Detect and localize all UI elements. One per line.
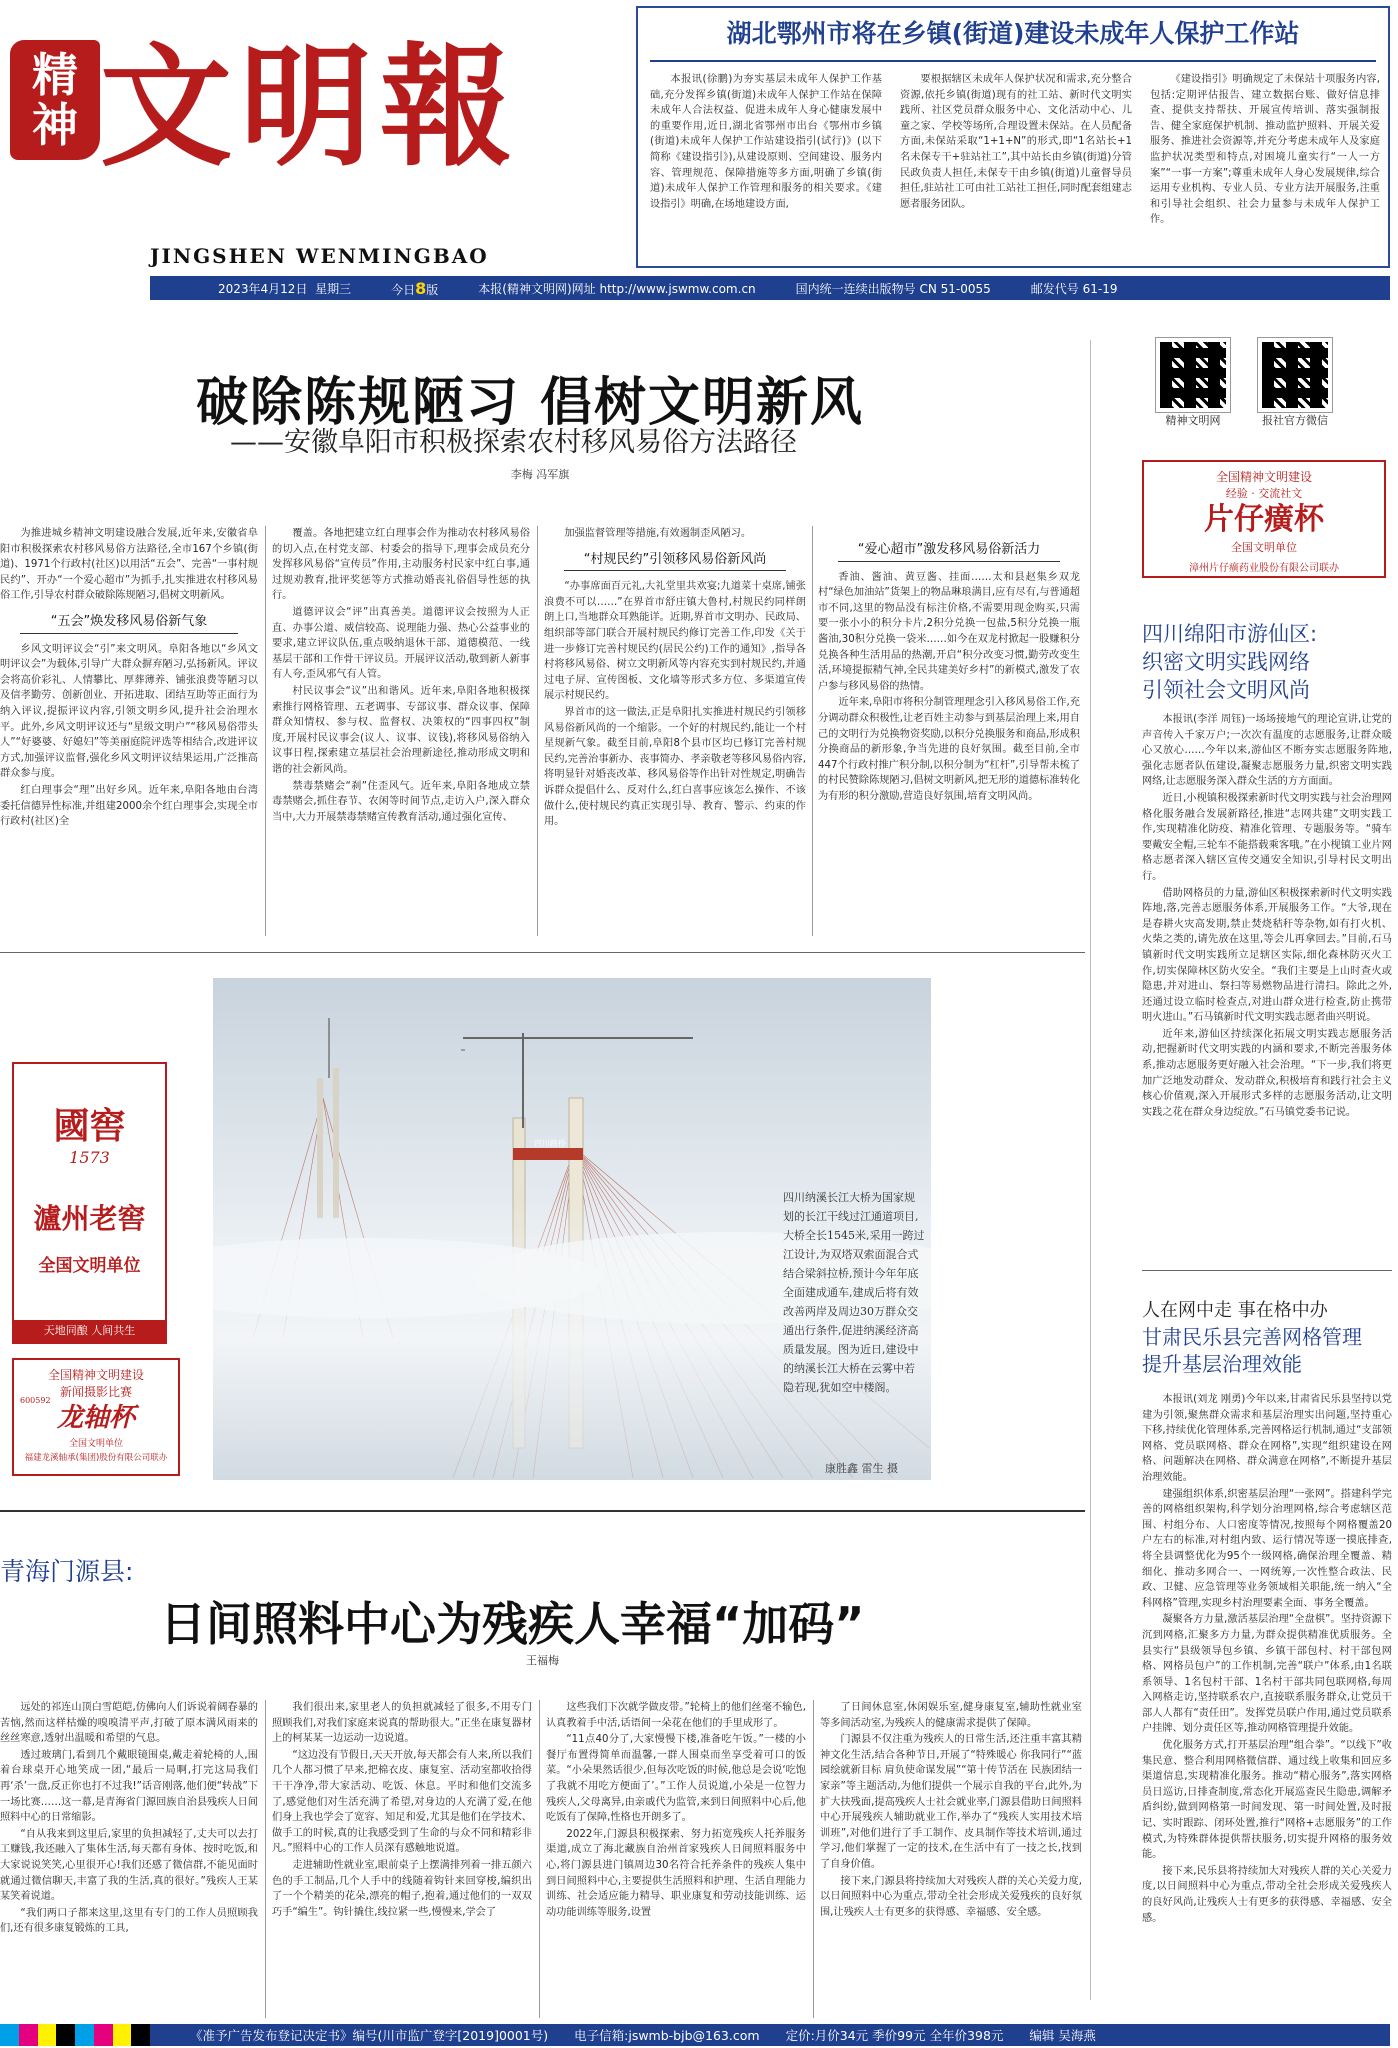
top-article-col-3: 《建设指引》明确规定了未保站十项服务内容,包括:定期评估报告、建立数据台账、做好信息排查、提供支持帮扶、开展宣传培训、落实强制报告、健全家庭保护机制、推动监护照料、开展关爱服务、推进社会资源等,并充分考虑未成年人及家庭监护状况类型和特点,对困境儿童实行“一人一方案”“一事一方案”;尊重未成年人身心发展规律,综合运用专业机构、专业人员、专业方法开展服务,注重和引导社会组织、社会力量参与未成年人保护工作。 xyxy=(1150,74,1380,226)
divider xyxy=(539,1700,540,2018)
logo-char-1: 精 xyxy=(32,48,78,102)
photo-credit: 康胜鑫 雷生 摄 xyxy=(825,1462,898,1475)
qinghai-col-2: 我们很出来,家里老人的负担就减轻了很多,不用专门照顾我们,对我们家庭来说真的帮助很大。”正坐在康复器材上的柯某某一边运动一边说道。 “这边没有节假日,天天开放,每天都会有人来,所以我们几个人都习惯了早来,把棉衣皮、康复室、活动室都收拾得干干净净,带大家活动、吃饭、休息。平时和他们交流多了,感觉他们对生活充满了希望,对身边的人充满了爱,在他们身上我也学会了宽容、知足和爱,尤其是他们在学技术、做手工的时候,真的让我感受到了生命的与众不同和精彩非凡。”照料中心的工作人员深有感触地说道。 走进辅助性就业室,眼前桌子上摆满排列着一排五颜六色的手工制品,几个人手中的线随着钩针来回穿梭,编织出了一个个精美的花朵,漂亮的帽子,抱着,通过他们的一双双巧手“编生”。钩针撬住,线拉紧一些,慢慢来,学会了 xyxy=(272,1702,532,1918)
top-article-title: 湖北鄂州市将在乡镇(街道)建设未成年人保护工作站 xyxy=(726,19,1300,48)
qinghai-kicker: 青海门源县: xyxy=(0,1557,134,1586)
masthead-title: 文明報 xyxy=(100,30,520,185)
divider xyxy=(265,526,266,936)
qinghai-col-3: 这些我们下次就学做皮带。”轮椅上的他们丝毫不输色,认真教着手中活,话语间一朵花在他们的手里成形了。 “11点40分了,大家慢慢下楼,准备吃午饭。”一楼的小餐厅布置得简单而温馨,一群人围桌而坐享受着可口的饭菜。“小朵果然话很少,但每次吃饭的时候,他总是会说‘吃饱了我就不用吃方便面了’。”工作人员说道,小朵是一位智力残疾人,父母离异,由亲戚代为监管,来到日间照料中心后,他吃饭有了保障,性格也开朗多了。 2022年,门源县积极探索、努力拓宽残疾人托养服务渠道,成立了海北藏族自治州首家残疾人日间照料服务中心,将门源县进门镇周边30名符合托养条件的残疾人集中到日间照料中心,主要提供生活照料和护理、生活自理能力训练、社会适应能力精导、职业康复和劳动技能训练、运动功能训练等服务,设置 xyxy=(546,1702,806,1918)
divider xyxy=(812,526,813,936)
ad-brand: 國窖 xyxy=(53,1105,126,1147)
masthead-pinyin: JINGSHEN WENMINGBAO xyxy=(150,244,489,268)
footer-price: 定价:月价34元 季价99元 全年价398元 xyxy=(785,2028,1004,2043)
top-article-col-1: 本报讯(徐鹏)为夯实基层未成年人保护工作基础,充分发挥乡镇(街道)未成年人保护工作站在保障未成年人合法权益、促进未成年人身心健康发展中的重要作用,近日,湖北省鄂州市出台《鄂州市乡镇(街道)未成年人保护工作站建设指引(试行)》(以下简称《建设指引》),从建设原则、空间建设、服务内容、管理规范、保障措施等多方面,明确了乡镇(街道)未成年人保护工作管理和服务的相关要求。《建设指引》明确,在场地建设方面, xyxy=(650,74,882,210)
lead-col-4: “爱心超市”激发移风易俗新活力 香油、酱油、黄豆酱、挂面……太和县赵集乡双龙村“绿色加油站”货架上的物品琳琅满目,应有尽有,与普通超市不同,这里的物品没有标注价格,不需要用现金购买,只需要一张小小的积分卡片,2积分兑换一包盐,5积分兑换一瓶酱油,30积分兑换一袋米……如今在双龙村掀起一股赚积分兑换各种生活用品的热潮,开启“积分改变习惯,勤劳改变生活,环境提振精气神,全民共建美好乡村”的新模式,激发了农户参与移风易俗的热情。 近年来,阜阳市将积分制管理理念引入移风易俗工作,充分调动群众积极性,让老百姓主动参与到基层治理上来,用自己的文明行为兑换物资奖励,以积分兑换服务和商品,形成积分换商品的新形象,争当先进的良好氛围。截至目前,全市447个行政村推广积分制,以积分制为“杠杆”,引导帮未梳了的村民赞除陈规陋习,倡树文明新风,把无形的道德标准转化为有形的积分激励,营造良好氛围,培育文明风尚。 xyxy=(818,542,1080,802)
qinghai-headline: 日间照料中心为残疾人幸福“加码” xyxy=(160,1597,865,1651)
lead-headline: 破除陈规陋习 倡树文明新风 xyxy=(195,373,865,433)
section-subhead: “村规民约”引领移风易俗新风尚 xyxy=(564,552,786,572)
ad-brand: 龙轴杯 xyxy=(56,1403,135,1433)
qinghai-col-1: 远处的祁连山顶白雪皑皑,仿佛向人们诉说着阔春暴的苦恼,然而这样枯燥的嗅嗅清平声,打破了原本满风雨来的丝丝寒意,透射出温暖和希望的气息。 透过玻璃门,看到几个戴眼镜围桌,戴走着轮椅的人,围着台球桌开心地笑成一团,“最后一局啊,打完这局我们再‘杀’一盘,反正你也打不过我!”话音刚落,他们便“转战”下一场比赛……这一幕,是青海省门源回族自治县残疾人日间照料中心的日常缩影。 “自从我来到这里后,家里的负担减轻了,丈夫可以去打工赚钱,我还融入了集体生活,每天都有身体、按时吃饭,和大家说说笑笑,心里很开心!我们还感了微信群,不能见面时就通过微信聊天,丰富了我的生活,真的很好。”残疾人王某某笑着说道。 “我们两口子都来这里,这里有专门的工作人员照顾我们,还有很多康复锻炼的工具, xyxy=(0,1702,258,1935)
qr-code-icon[interactable] xyxy=(1156,338,1230,412)
divider xyxy=(813,1700,814,2018)
issue-date: 2023年4月12日 星期三 xyxy=(218,281,352,296)
top-article-col-2: 要根据辖区未成年人保护状况和需求,充分整合资源,依托乡镇(街道)现有的社工站、新时代文明实践所、社区党员群众服务中心、文化活动中心、儿童之家、学校等场所,合理设置未保站。在人员配备方面,未保站采取“1+1+N”的形式,即“1名站长+1名未保专干+驻站社工”,其中站长由乡镇(街道)分管民政负责人担任,未保专干由乡镇(街道)儿童督导员担任,驻站社工可由社工站社工担任,同时配套组建志愿者服务团队。 xyxy=(900,74,1132,210)
divider xyxy=(650,60,1376,62)
footer-ad-notice: 《准予广告发布登记决定书》编号(川市监广登字[2019]0001号) xyxy=(190,2028,549,2043)
footer-email[interactable]: 电子信箱:jswmb-bjb@163.com xyxy=(574,2028,760,2043)
logo-char-2: 神 xyxy=(32,98,78,152)
qr-label: 精神文明网 xyxy=(1165,414,1221,427)
gansu-title: 甘肃民乐县完善网格管理 提升基层治理效能 xyxy=(1142,1325,1362,1376)
qinghai-col-4: 了日间休息室,休闲娱乐室,健身康复室,辅助性就业室等多间活动室,为残疾人的健康需求提供了保障。 门源县不仅注重为残疾人的日常生活,还注重丰富其精神文化生活,结合各种节日,开展了“特殊暖心 你我同行”“蓝园绘就新目标 肩负使命谋发展”“第十传节活在 民族团结一家亲”等主题活动,为他们提供一个展示自我的平台,此外,为扩大扶残面,提高残疾人士社会就业率,门源县借助日间照料中心开展残疾人辅助就业工作,举办了“残疾人实用技术培训班”,对他们进行了手工制作、皮具制作等技术培训,通过学习,他们掌握了一定的技术,在生活中有了一技之长,找到了自身价值。 接下来,门源县将持续加大对残疾人群的关心关爱力度,以日间照料中心为重点,带动全社会形成关爱残疾的良好氛围,让残疾人士有更多的获得感、幸福感、安全感。 xyxy=(820,1702,1082,1918)
top-article-box xyxy=(636,6,1390,268)
ad-unit: 全国文明单位 xyxy=(1231,541,1297,554)
qr-block-1 xyxy=(1156,338,1230,428)
qr-label: 报社官方微信 xyxy=(1262,414,1328,427)
lead-col-3: 加强监督管理等措施,有效遏制歪风陋习。 “村规民约”引领移风易俗新风尚 “办事席面百元礼,大礼堂里共欢宴;九道菜十桌席,铺张浪费不可以……”在界首市舒庄镇大鲁村,村规民约同样朗朗上口,当地群众耳熟能详。近期,界首市文明办、民政局、组织部等部门联合开展村规民约修订完善工作,印发《关于进一步修订完善村规民约(居民公约)工作的通知》,指导各村将移风易俗、树立文明新风等内容充实到村规民约,并通过电子屏、宣传图板、文化墙等形式多方位、多渠道宣传展示村规民约。 界首市的这一做法,正是阜阳扎实推进村规民约引领移风易俗新风尚的一个缩影。一个好的村规民约,能让一个村星规新气象。截至目前,阜阳8个县市区均已修订完善村规民约,完善治事新办、丧事简办、孝亲敬老等移风易俗内容,将明显针对婚丧改革、移风易俗等作出针对性规定,明确告诉群众提倡什么、反对什么,红白喜事应该怎么操作、不该做什么,使村规民约真正实现引导、教育、警示、约束的作用。 xyxy=(544,528,806,828)
dateline-bar xyxy=(150,276,1390,300)
ad-longzhoubei[interactable] xyxy=(12,1358,180,1476)
divider xyxy=(265,1700,266,2018)
postal-code: 邮发代号 61-19 xyxy=(1030,281,1118,296)
qr-code-icon[interactable] xyxy=(1258,338,1332,412)
ad-brand: 片仔癀杯 xyxy=(1204,502,1324,537)
ad-code: 600592 xyxy=(20,1396,51,1405)
ad-line: 全国精神文明建设 xyxy=(1215,470,1312,484)
footer-bar xyxy=(150,2024,1390,2046)
lead-subtitle: ——安徽阜阳市积极探索农村移风易俗方法路径 xyxy=(230,427,797,458)
qinghai-byline: 王福梅 xyxy=(526,1654,559,1667)
ad-line: 经验 · 交流社文 xyxy=(1225,487,1303,500)
divider xyxy=(537,526,538,936)
ad-slogan: 天地同酿 人间共生 xyxy=(14,1320,165,1342)
lead-col-2: 覆盖。各地把建立红白理事会作为推动农村移风易俗的切入点,在村党支部、村委会的指导下,理事会成员充分发挥移风易俗“宣传员”作用,主动服务村民家中红白事,通过规劝教育,批评奖惩等方式推动婚丧礼俗倡导性惩的执行。 道德评议会“评”出真善美。道德评议会按照为人正直、办事公道、威信较高、说理能力强、热心公益事业的要求,建立评议队伍,重点吸纳退休干部、道德模范、一线基层干部和工作骨干评议员。开展评议活动,敬到新人新事有人夸,歪风邪气有人管。 村民议事会“议”出和谐风。近年来,阜阳各地积极探索推行网格管理、五老调事、专部议事、群众议事、保障群众知情权、参与权、监督权、决策权的“四事四权”制度,开展村民议事会(议人、议事、议钱),将移风易俗纳入议事日程,探索建立基层社会治理新途径,推动形成文明和谐的社会新风尚。 禁毒禁赌会“刹”住歪风气。近年来,阜阳各地成立禁毒禁赌会,抓住春节、农闲等时间节点,走访入户,深入群众当中,大力开展禁毒禁赌宣传教育活动,通过强化宣传、 xyxy=(272,528,530,823)
gansu-kicker: 人在网中走 事在格中办 xyxy=(1142,1300,1328,1321)
edition-count: 今日8版 xyxy=(391,278,439,298)
ad-company: 福建龙溪轴承(集团)股份有限公司联办 xyxy=(24,1453,168,1463)
mianyang-title: 四川绵阳市游仙区: 织密文明实践网络 引领社会文明风尚 xyxy=(1142,622,1318,702)
ad-name: 瀘州老窖 xyxy=(33,1202,146,1235)
gansu-body: 本报讯(刘龙 刚勇)今年以来,甘肃省民乐县坚持以党建为引领,聚焦群众需求和基层治理实出问题,坚持重心下移,持续优化管理体系,完善网格运行机制,通过“支部领网格、党员联网格、群众在网格”,实现“组织建设在网格、问题解决在网格、群众满意在网格”,不断提升基层治理效能。 建强组织体系,织密基层治理“一张网”。搭建科学完善的网格组织架构,科学划分治理网格,综合考虑辖区范围、村组分布、人口密度等情况,按照每个网格覆盖20户左右的标准,对村组内致、运行情况等逐一摸底排查,将全县调整优化为95个一级网格,确保治理全覆盖、精细化、推动多网合一、一网统筹,一次性整合政法、民政、卫健、应急管理等业务领域相关职能,统一纳入“全科网格”管理,实现乡村治理要素全面、事务全覆盖。 凝聚各方力量,激活基层治理“全盘棋”。坚持资源下沉到网格,汇聚多方力量,为群众提供精准优质服务。全县实行“县级领导包乡镇、乡镇干部包村、村干部包网格、网格员包户”的工作机制,完善“联户”体系,由1名联系领导、1名包村干部、1名村干部共同包联网格,每周入网格走访,坚持联系农户,直接联系服务群众,让党员干部人人都有“责任田”。发挥党员联户作用,通过党员联系户挂牌、划分责任区等,推动网格管理提升效能。 优化服务方式,打开基层治理“组合拳”。“以线下”收集民意、整合利用网格微信群、通过线上收集和回应多渠道信息,实现精准化服务。推动“精心服务”,落实网格员日巡访,日排查制度,常态化开展巡查民生隐患,调解矛盾纠纷,做到网格第一时间发现、第一时间处置,及时报记、实时跟踪、闭环处置,推行“网格+志愿服务”的工作模式,为特殊群体提供帮扶服务,切实提升网格的服务效能。 接下来,民乐县将持续加大对残疾人群的关心关爱力度,以日间照料中心为重点,带动全社会形成关爱残疾人的良好风尚,让残疾人士有更多的获得感、幸福感、安全感。 xyxy=(1142,1394,1392,1924)
divider xyxy=(0,1510,1085,1512)
website[interactable]: 本报(精神文明网)网址 http://www.jswmw.com.cn xyxy=(478,281,756,296)
bridge-photo xyxy=(213,978,931,1480)
divider xyxy=(1090,340,1091,2000)
section-subhead: “爱心超市”激发移风易俗新活力 xyxy=(838,542,1060,562)
issn: 国内统一连续出版物号 CN 51-0055 xyxy=(795,281,991,296)
masthead-logo xyxy=(10,40,100,160)
bridge-sign: 四川路桥 xyxy=(534,1139,566,1148)
ad-unit: 全国文明单位 xyxy=(68,1439,123,1449)
ad-year: 1573 xyxy=(69,1148,110,1167)
ad-line: 全国精神文明建设 xyxy=(47,1368,144,1382)
mianyang-body: 本报讯(李洋 周钰)一场场接地气的理论宣讲,让党的声音传入千家万户;一次次有温度的志愿服务,让群众暖心又放心……今年以来,游仙区不断夯实志愿服务阵地,强化志愿者队伍建设,凝聚志愿服务力量,织密文明实践网络,让志愿服务深入群众生活的方方面面。 近日,小枧镇积极探索新时代文明实践与社会治理网格化服务融合发展新路径,推进“志网共建”文明实践工作,实现精准化防疫、精准化管理、专题服务等。“骑车要戴安全帽,三轮车不能搭载乘客哦。”在小枧镇工业片网格志愿者深入辖区宣传交通安全知识,引导村民文明出行。 借助网格员的力量,游仙区积极探索新时代文明实践阵地,落,完善志愿服务体系,开展服务工作。“大爷,现在是春耕火灾高发期,禁止焚烧秸秆等杂物,如有打火机、火柴之类的,请先放在这里,等会儿再拿回去。”目前,石马镇新时代文明实践所立足辖区实际,细化森林防灭火工作,切实保障林区防火安全。“我们主要是上山时查火或隐患,并对进山、祭扫等易燃物品进行清扫。除此之外,还通过设立临时检查点,对进山群众进行检查,防止携带明火进山。”石马镇新时代文明实践志愿者曲兴明说。 近年来,游仙区持续深化拓展文明实践志愿服务活动,把握新时代文明实践的内涵和要求,不断完善服务体系,推动志愿服务更好融入社会治理。“下一步,我们将更加广泛地发动群众、发动群众,积极培育和践行社会主义核心价值观,深入开展形式多样的志愿服务活动,让文明实践之花在群众身边绽放。”石马镇党委书记说。 xyxy=(1142,714,1392,1118)
lead-col-1: 为推进城乡精神文明建设融合发展,近年来,安徽省阜阳市积极探索农村移风易俗方法路径,全市167个乡镇(街道)、1971个行政村(社区)以用活“五会”、完善“一事村规民约”、开办“一个爱心超市”为抓手,扎实推进农村移风易俗工作,引导农村群众破除陈规陋习,倡树文明新风。 “五会”焕发移风易俗新气象 乡风文明评议会“引”来文明风。阜阳各地以“乡风文明评议会”为载体,引导广大群众摒弃陋习,弘扬新风。评议会将高价彩礼、人情攀比、厚葬薄养、铺张浪费等陋习以及信孝勤劳、创新创业、开拓进取、团结互助等正面行为纳入评议,提振评议内容,引领文明乡风,提升社会治理水平。此外,乡风文明评议还与“星级文明户”“移风易俗带头人”“好婆婆、好媳妇”等美丽庭院评选等相结合,改进评议方式,加强评议监督,强化乡风文明评议结果运用,广泛推高群众参与度。 红白理事会“理”出好乡风。近年来,阜阳各地由台湾委托信德异性标准,并组建2000余个红白理事会,实现全市行政村(社区)全 xyxy=(0,528,258,828)
ad-line: 新闻摄影比赛 xyxy=(59,1385,132,1399)
ad-unit: 全国文明单位 xyxy=(38,1256,141,1276)
qr-block-2 xyxy=(1258,338,1332,428)
lead-byline: 李梅 冯军旗 xyxy=(510,468,570,481)
ad-company: 漳州片仔癀药业股份有限公司联办 xyxy=(1189,563,1339,574)
section-subhead: “五会”焕发移风易俗新气象 xyxy=(20,614,238,634)
divider xyxy=(0,952,1085,953)
print-color-bars xyxy=(0,2024,150,2046)
divider xyxy=(1142,1270,1392,1271)
ad-pianzaihuang[interactable] xyxy=(1142,460,1386,578)
ad-guojiao[interactable] xyxy=(12,1062,167,1344)
photo-caption: 四川纳溪长江大桥为国家规划的长江干线过江通道项目,大桥全长1545米,采用一跨过江设计,为双塔双索面混合式结合梁斜拉桥,预计今年年底全面建成通车,建成后将有效改善两岸及周边30万群众交通出行条件,促进纳溪经济高质量发展。图为近日,建设中的纳溪长江大桥在云雾中若隐若现,犹如空中楼阁。 xyxy=(783,1191,925,1394)
footer-editor: 编辑 吴海燕 xyxy=(1029,2028,1096,2043)
